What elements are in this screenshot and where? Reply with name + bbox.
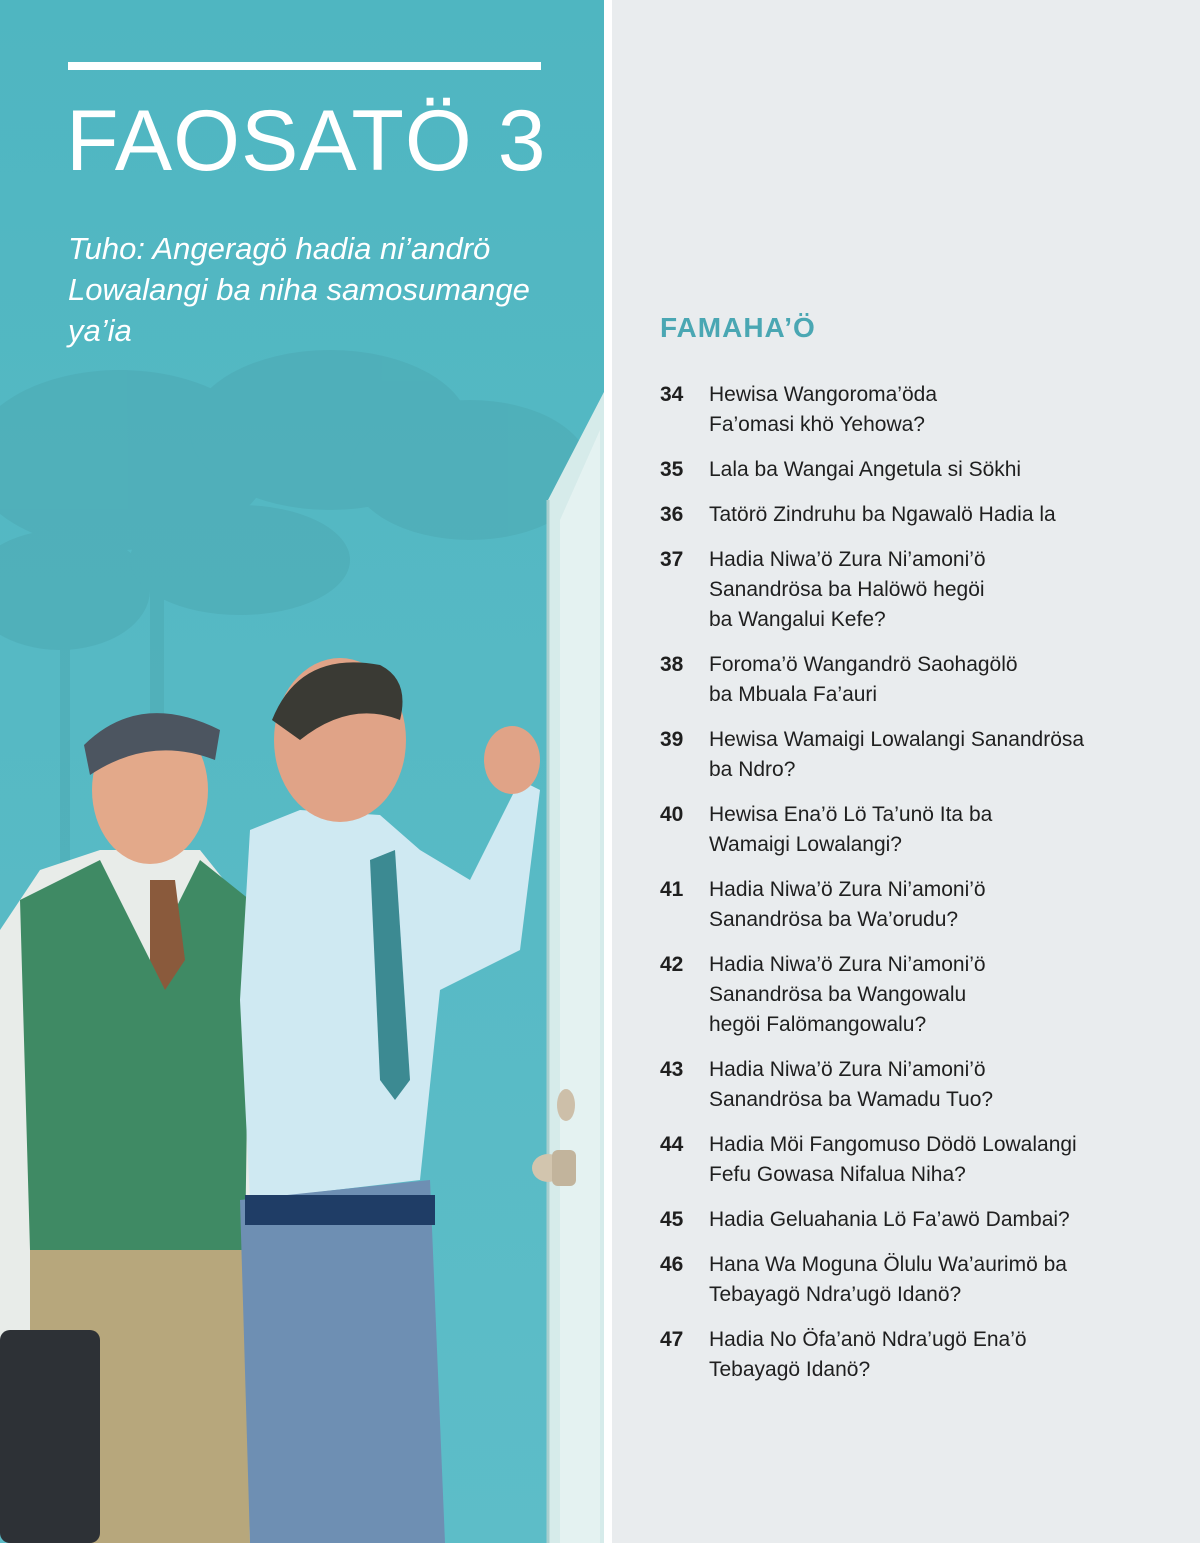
contents-item[interactable]	[660, 1250, 1180, 1310]
lesson-number: 47	[660, 1328, 684, 1351]
lesson-title: Hewisa Ena’ö Lö Ta’unö Ita ba Wamaigi Lowalangi?	[709, 803, 993, 856]
lesson-number: 35	[660, 458, 684, 481]
contents-item[interactable]	[660, 500, 1180, 530]
contents-item[interactable]	[660, 1130, 1180, 1190]
lesson-title: Hana Wa Moguna Ölulu Wa’aurimö ba Tebayagö Ndra’ugö Idanö?	[709, 1253, 1067, 1306]
door-lock	[557, 1089, 575, 1121]
lesson-number: 40	[660, 803, 684, 826]
lesson-number: 36	[660, 503, 684, 526]
contents-item[interactable]	[660, 650, 1180, 710]
lesson-title: Hewisa Wamaigi Lowalangi Sanandrösa ba Ndro?	[709, 728, 1085, 781]
contents-item[interactable]	[660, 725, 1180, 785]
younger-man	[240, 658, 540, 1543]
contents-item[interactable]	[660, 455, 1180, 485]
lesson-number: 44	[660, 1133, 684, 1156]
lesson-title: Lala ba Wangai Angetula si Sökhi	[709, 458, 1022, 481]
lesson-title: Hadia Möi Fangomuso Dödö Lowalangi Fefu Gowasa Nifalua Niha?	[709, 1133, 1077, 1186]
contents-heading: FAMAHA’Ö	[660, 312, 816, 343]
lesson-number: 39	[660, 728, 684, 751]
contents-list	[660, 380, 1180, 1400]
title-rule	[68, 62, 541, 70]
older-man	[0, 713, 260, 1543]
contents-item[interactable]	[660, 1325, 1180, 1385]
lesson-number: 45	[660, 1208, 684, 1231]
lesson-title: Foroma’ö Wangandrö Saohagölö ba Mbuala Fa’auri	[709, 653, 1018, 706]
contents-item[interactable]	[660, 800, 1180, 860]
lesson-title: Hadia No Öfa’anö Ndra’ugö Ena’ö Tebayagö Idanö?	[709, 1328, 1027, 1381]
lesson-number: 34	[660, 383, 684, 406]
chapter-subtitle: Tuho: Angeragö hadia ni’andrö Lowalangi ba niha samosumange ya’ia	[68, 231, 530, 349]
contents-item[interactable]	[660, 1205, 1180, 1235]
briefcase	[0, 1330, 100, 1543]
lesson-title: Hadia Niwa’ö Zura Ni’amoni’ö Sanandrösa ba Wa’orudu?	[709, 878, 986, 931]
lesson-title: Hadia Niwa’ö Zura Ni’amoni’ö Sanandrösa ba Wangowalu hegöi Falömangowalu?	[709, 953, 986, 1036]
contents-item[interactable]	[660, 1055, 1180, 1115]
contents-item[interactable]	[660, 545, 1180, 635]
lesson-title: Hadia Geluahania Lö Fa’awö Dambai?	[709, 1208, 1070, 1231]
lesson-number: 37	[660, 548, 684, 571]
lesson-title: Hadia Niwa’ö Zura Ni’amoni’ö Sanandrösa ba Wamadu Tuo?	[709, 1058, 994, 1111]
panel-divider	[604, 0, 612, 1543]
lesson-title: Hewisa Wangoroma’öda Fa’omasi khö Yehowa?	[709, 383, 937, 436]
lesson-number: 46	[660, 1253, 684, 1276]
contents-item[interactable]	[660, 875, 1180, 935]
knocking-fist	[484, 726, 540, 794]
lesson-number: 41	[660, 878, 684, 901]
lesson-number: 38	[660, 653, 684, 676]
lesson-title: Tatörö Zindruhu ba Ngawalö Hadia la	[709, 503, 1056, 526]
chapter-title: FAOSATÖ 3	[66, 93, 547, 189]
contents-item[interactable]	[660, 950, 1180, 1040]
lesson-number: 42	[660, 953, 684, 976]
contents-panel	[612, 0, 1200, 1543]
lesson-number: 43	[660, 1058, 684, 1081]
contents-item[interactable]	[660, 380, 1180, 440]
lesson-title: Hadia Niwa’ö Zura Ni’amoni’ö Sanandrösa ba Halöwö hegöi ba Wangalui Kefe?	[709, 548, 986, 631]
door	[532, 390, 605, 1543]
